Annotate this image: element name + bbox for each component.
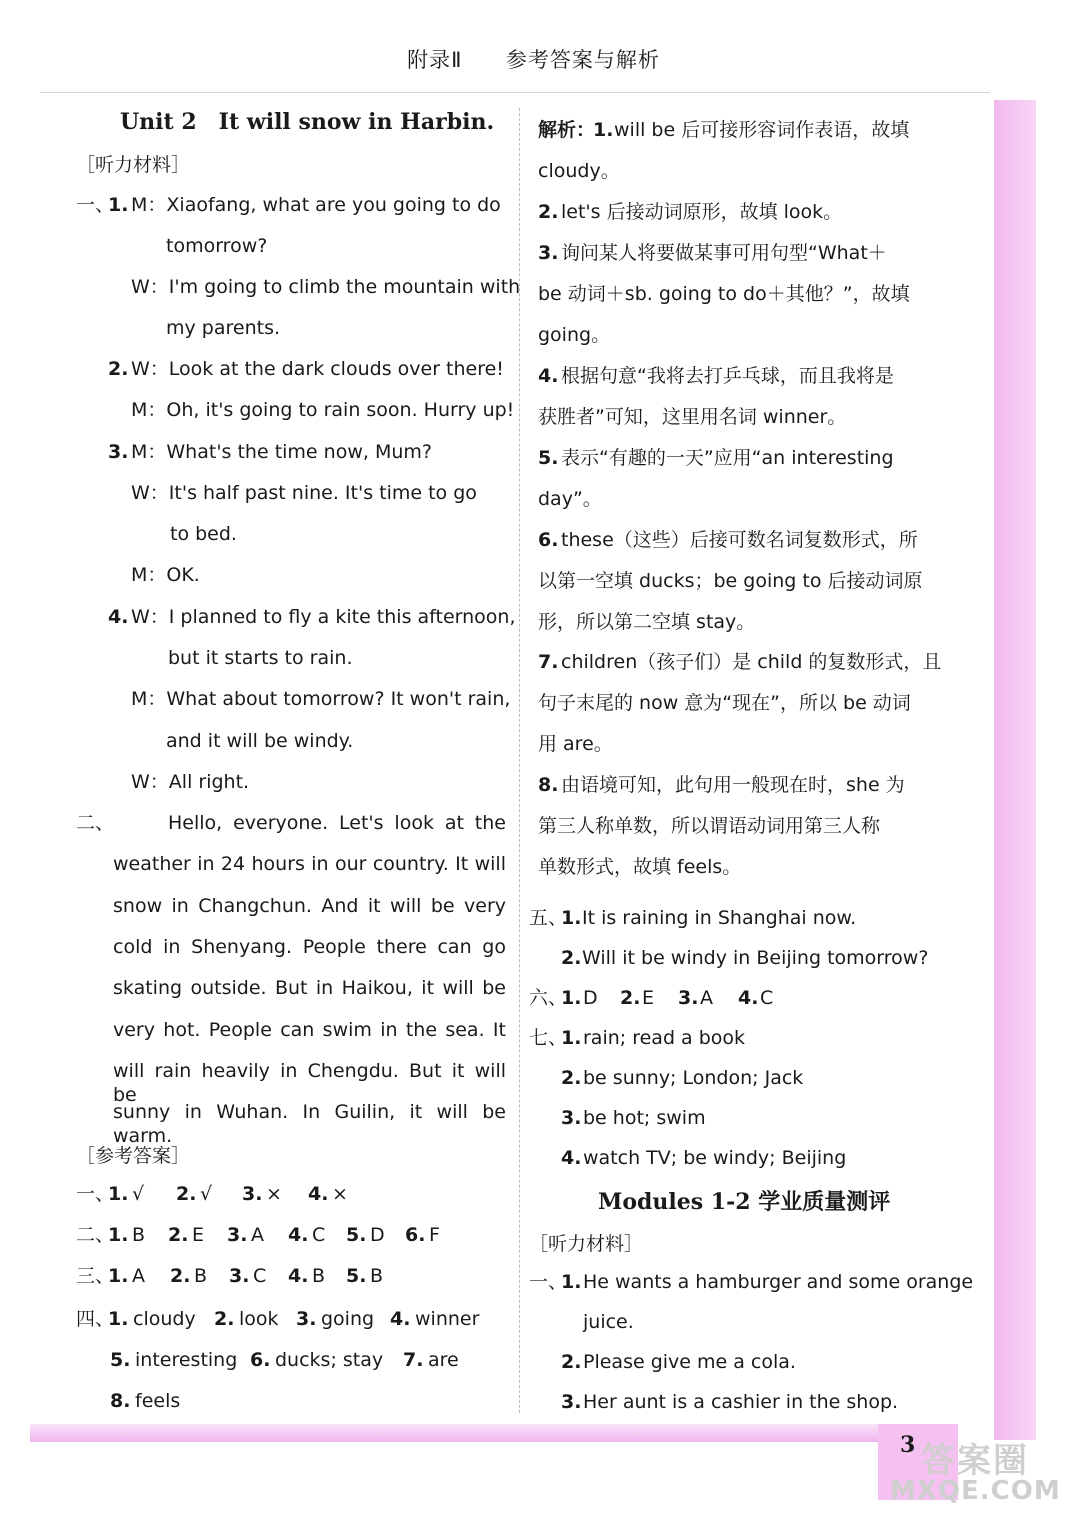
section-marker: 二、: [76, 1224, 115, 1246]
answer-value: B: [132, 1224, 146, 1246]
page-number: 3: [878, 1424, 958, 1500]
answer-value: watch TV; be windy; Beijing: [583, 1147, 847, 1169]
answer-value: He wants a hamburger and some orange: [583, 1271, 974, 1293]
answer-value: feels: [135, 1390, 181, 1412]
analysis-line: 第三人称单数，所以谓语动词用第三人称: [538, 815, 881, 837]
answer-value: B: [194, 1265, 208, 1287]
section-marker: 四、: [76, 1308, 115, 1330]
dialog-line: W：It's half past nine. It's time to go: [131, 482, 477, 504]
analysis-line: 获胜者”可知，这里用名词 winner。: [538, 406, 847, 428]
answer-value: ×: [266, 1183, 282, 1205]
analysis-line: cloudy。: [538, 160, 620, 182]
analysis-line: day”。: [538, 488, 602, 510]
dialog-line: tomorrow?: [166, 235, 268, 257]
answer-value: Please give me a cola.: [583, 1351, 796, 1373]
answer-value: It is raining in Shanghai now.: [582, 907, 857, 929]
dialog-line: W：I'm going to climb the mountain with: [131, 276, 521, 298]
item-number: 4.: [390, 1308, 411, 1330]
item-number: 3.: [296, 1308, 317, 1330]
passage-line: will rain heavily in Chengdu. But it will be: [113, 1060, 506, 1106]
dialog-line: M：Oh, it's going to rain soon. Hurry up!: [131, 399, 515, 421]
item-number: 2.: [561, 1067, 582, 1089]
item-number: 6.: [250, 1349, 271, 1371]
item-number: 2.: [561, 1351, 582, 1373]
item-number: 3.: [108, 441, 129, 463]
section-marker: 一、: [76, 194, 115, 216]
passage-line: very hot. People can swim in the sea. It: [113, 1019, 506, 1041]
item-number: 2.: [108, 358, 129, 380]
section-marker: 六、: [529, 987, 568, 1009]
answer-value: be sunny; London; Jack: [583, 1067, 804, 1089]
analysis-line: 表示“有趣的一天”应用“an interesting: [561, 447, 894, 469]
answer-value: juice.: [583, 1311, 634, 1333]
item-number: 2.: [538, 201, 559, 223]
dialog-line: and it will be windy.: [166, 730, 354, 752]
answer-value: F: [429, 1224, 440, 1246]
column-divider: [519, 108, 520, 1413]
item-number: 1.: [561, 907, 582, 929]
answer-value: D: [370, 1224, 385, 1246]
answer-value: rain; read a book: [583, 1027, 746, 1049]
dialog-line: but it starts to rain.: [168, 647, 353, 669]
item-number: 4.: [738, 987, 759, 1009]
analysis-line: 用 are。: [538, 733, 613, 755]
item-number: 4.: [538, 365, 559, 387]
analysis-label: 解析：: [538, 119, 596, 141]
passage-line: snow in Changchun. And it will be very: [113, 895, 506, 917]
analysis-line: 询问某人将要做某事可用句型“What＋: [561, 242, 887, 264]
dialog-line: M：OK.: [131, 564, 200, 586]
dialog-line: W：I planned to fly a kite this afternoon,: [131, 606, 516, 628]
modules-title: Modules 1-2 学业质量测评: [598, 1189, 891, 1215]
answer-value: C: [312, 1224, 326, 1246]
section-marker: 一、: [76, 1183, 115, 1205]
answer-value: A: [251, 1224, 264, 1246]
watermark-cn: 答案圈: [921, 1441, 1029, 1481]
item-number: 5.: [538, 447, 559, 469]
passage-line: Hello, everyone. Let's look at the: [168, 812, 506, 834]
section-marker: 三、: [76, 1265, 115, 1287]
dialog-line: M：What about tomorrow? It won't rain,: [131, 688, 511, 710]
analysis-line: 以第一空填 ducks；be going to 后接动词原: [538, 570, 923, 592]
answer-value: interesting: [135, 1349, 238, 1371]
item-number: 3.: [678, 987, 699, 1009]
watermark: [890, 1441, 1061, 1506]
item-number: 2.: [170, 1265, 191, 1287]
unit-title: Unit 2 It will snow in Harbin.: [120, 109, 495, 135]
item-number: 1.: [108, 1265, 129, 1287]
item-number: 2.: [214, 1308, 235, 1330]
answer-value: √: [200, 1183, 213, 1205]
answer-value: Her aunt is a cashier in the shop.: [583, 1391, 899, 1413]
watermark-en: MXQE.COM: [890, 1476, 1061, 1506]
item-number: 5.: [110, 1349, 131, 1371]
item-number: 1.: [108, 1183, 129, 1205]
item-number: 1.: [561, 987, 582, 1009]
answer-value: look: [239, 1308, 279, 1330]
answer-value: A: [132, 1265, 145, 1287]
answer-value: B: [370, 1265, 384, 1287]
passage-line: weather in 24 hours in our country. It will: [113, 853, 506, 875]
analysis-line: 单数形式，故填 feels。: [538, 856, 742, 878]
dialog-line: M：What's the time now, Mum?: [131, 441, 432, 463]
listening-label: ［听力材料］: [529, 1233, 644, 1255]
item-number: 1.: [108, 1308, 129, 1330]
section-marker: 一、: [529, 1271, 568, 1293]
header-appendix: 附录Ⅱ: [407, 48, 463, 72]
item-number: 8.: [110, 1390, 131, 1412]
item-number: 7.: [403, 1349, 424, 1371]
answer-value: Will it be windy in Beijing tomorrow?: [582, 947, 929, 969]
answer-value: E: [642, 987, 655, 1009]
item-number: 1.: [593, 119, 614, 141]
header-title: 参考答案与解析: [505, 48, 660, 72]
item-number: 1.: [108, 1224, 129, 1246]
page-edge-band: [994, 100, 1036, 1440]
passage-line: skating outside. But in Haikou, it will be: [113, 977, 506, 999]
analysis-line: children（孩子们）是 child 的复数形式，且: [561, 651, 942, 673]
analysis-line: 句子末尾的 now 意为“现在”，所以 be 动词: [538, 692, 911, 714]
item-number: 4.: [561, 1147, 582, 1169]
analysis-line: will be 后可接形容词作表语，故填: [614, 119, 910, 141]
item-number: 1.: [108, 194, 129, 216]
passage-line: sunny in Wuhan. In Guilin, it will be warm.: [113, 1101, 506, 1147]
item-number: 2.: [168, 1224, 189, 1246]
item-number: 2.: [561, 947, 582, 969]
item-number: 4.: [288, 1265, 309, 1287]
answer-value: √: [132, 1183, 145, 1205]
item-number: 1.: [561, 1027, 582, 1049]
item-number: 2.: [620, 987, 641, 1009]
analysis-line: 由语境可知，此句用一般现在时，she 为: [561, 774, 905, 796]
page-bottom-band: [30, 1424, 910, 1442]
analysis-line: these（这些）后接可数名词复数形式，所: [561, 529, 918, 551]
answer-value: winner: [415, 1308, 480, 1330]
answer-value: A: [700, 987, 713, 1009]
answer-value: ducks; stay: [275, 1349, 384, 1371]
item-number: 8.: [538, 774, 559, 796]
analysis-line: 根据句意“我将去打乒乓球，而且我将是: [561, 365, 894, 387]
item-number: 3.: [229, 1265, 250, 1287]
analysis-line: going。: [538, 324, 611, 346]
answers-label: ［参考答案］: [76, 1145, 191, 1167]
answer-value: ×: [332, 1183, 348, 1205]
item-number: 4.: [108, 606, 129, 628]
item-number: 1.: [561, 1271, 582, 1293]
section-marker: 二、: [76, 812, 115, 834]
analysis-line: let's 后接动词原形，故填 look。: [561, 201, 843, 223]
header-rule: [40, 92, 990, 93]
answer-value: E: [192, 1224, 205, 1246]
item-number: 5.: [346, 1224, 367, 1246]
page-header: [0, 44, 1067, 74]
answer-value: cloudy: [133, 1308, 196, 1330]
answer-value: C: [760, 987, 774, 1009]
item-number: 6.: [538, 529, 559, 551]
item-number: 3.: [242, 1183, 263, 1205]
dialog-line: W：Look at the dark clouds over there!: [131, 358, 504, 380]
listening-label: ［听力材料］: [76, 154, 191, 176]
dialog-line: W：All right.: [131, 771, 250, 793]
passage-line: cold in Shenyang. People there can go: [113, 936, 506, 958]
dialog-line: M：Xiaofang, what are you going to do: [131, 194, 501, 216]
analysis-line: 形，所以第二空填 stay。: [538, 611, 756, 633]
item-number: 3.: [561, 1107, 582, 1129]
answer-value: D: [583, 987, 598, 1009]
dialog-line: to bed.: [170, 523, 237, 545]
item-number: 3.: [561, 1391, 582, 1413]
item-number: 3.: [227, 1224, 248, 1246]
answer-value: going: [321, 1308, 375, 1330]
answer-value: be hot; swim: [583, 1107, 706, 1129]
item-number: 2.: [176, 1183, 197, 1205]
answer-value: are: [428, 1349, 459, 1371]
item-number: 6.: [405, 1224, 426, 1246]
item-number: 7.: [538, 651, 559, 673]
item-number: 5.: [346, 1265, 367, 1287]
section-marker: 七、: [529, 1027, 568, 1049]
item-number: 4.: [308, 1183, 329, 1205]
answer-value: B: [312, 1265, 326, 1287]
section-marker: 五、: [529, 907, 568, 929]
analysis-line: be 动词＋sb. going to do＋其他？”，故填: [538, 283, 910, 305]
item-number: 4.: [288, 1224, 309, 1246]
item-number: 3.: [538, 242, 559, 264]
dialog-line: my parents.: [166, 317, 281, 339]
answer-value: C: [253, 1265, 267, 1287]
